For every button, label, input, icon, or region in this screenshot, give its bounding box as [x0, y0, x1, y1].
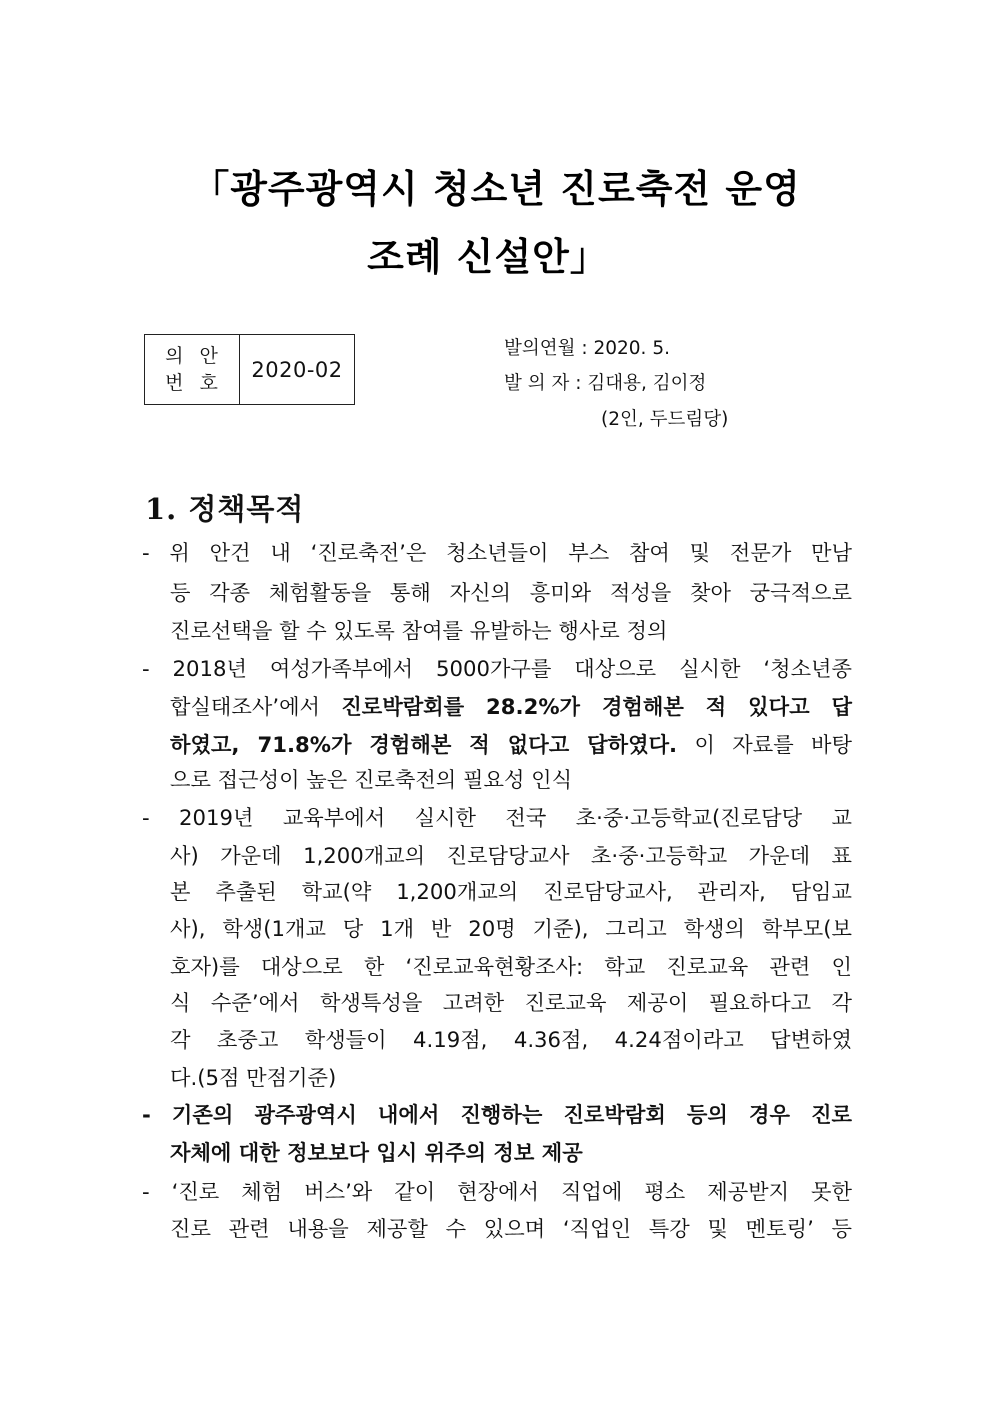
- proposer-party: (2인, 두드림당): [601, 409, 729, 430]
- bill-label-line2: 번 호: [165, 371, 223, 394]
- document-title-line2: 조례 신설안」: [367, 234, 609, 279]
- proposers: 발 의 자 : 김대용, 김이정: [504, 373, 707, 394]
- body-line: 호자)를 대상으로 한 ‘진로교육현황조사: 학교 진로교육 관련 인: [170, 954, 852, 979]
- emphasis-text: 진로박람회를 28.2%가 경험해본 적 있다고 답: [341, 694, 852, 719]
- body-line: - 2019년 교육부에서 실시한 전국 초·중·고등학교(진로담당 교: [142, 805, 852, 830]
- body-line: 본 추출된 학교(약 1,200개교의 진로담당교사, 관리자, 담임교: [170, 879, 852, 904]
- body-line: 진로 관련 내용을 제공할 수 있으며 ‘직업인 특강 및 멘토링’ 등: [170, 1216, 852, 1241]
- body-text: 합실태조사’에서: [170, 694, 342, 719]
- body-line: 사) 가운데 1,200개교의 진로담당교사 초·중·고등학교 가운데 표: [170, 843, 852, 868]
- body-line: 등 각종 체험활동을 통해 자신의 흥미와 적성을 찾아 궁극적으로: [170, 580, 852, 605]
- body-line-emphasis: - 기존의 광주광역시 내에서 진행하는 진로박람회 등의 경우 진로: [142, 1102, 852, 1127]
- body-line: [170, 692, 852, 722]
- body-line: 사), 학생(1개교 당 1개 반 20명 기준), 그리고 학생의 학부모(보: [170, 916, 852, 941]
- body-line: 으로 접근성이 높은 진로축전의 필요성 인식: [170, 767, 573, 792]
- emphasis-text: 하였고, 71.8%가 경험해본 적 없다고 답하였다.: [170, 732, 678, 757]
- body-line-emphasis: 자체에 대한 정보보다 입시 위주의 정보 제공: [170, 1140, 583, 1165]
- document-title-line1: 「광주광역시 청소년 진로축전 운영: [191, 166, 801, 211]
- bill-label-line1: 의 안: [165, 344, 223, 367]
- section-heading-policy-purpose: 1. 정책목적: [145, 492, 305, 526]
- body-line: [170, 730, 852, 760]
- bill-number-table: [144, 334, 355, 405]
- bill-number-label: [145, 335, 240, 404]
- body-line: - 위 안건 내 ‘진로축전’은 청소년들이 부스 참여 및 전문가 만남: [142, 540, 852, 565]
- body-text: 이 자료를 바탕: [677, 732, 852, 757]
- body-line: - ‘진로 체험 버스’와 같이 현장에서 직업에 평소 제공받지 못한: [142, 1179, 852, 1204]
- body-line: 다.(5점 만점기준): [170, 1065, 337, 1090]
- bill-number-value: 2020-02: [251, 357, 343, 382]
- proposal-date: 발의연월 : 2020. 5.: [504, 338, 670, 359]
- body-line: 각 초중고 학생들이 4.19점, 4.36점, 4.24점이라고 답변하였: [170, 1027, 852, 1052]
- body-line: 진로선택을 할 수 있도록 참여를 유발하는 행사로 정의: [170, 618, 668, 643]
- body-line: - 2018년 여성가족부에서 5000가구를 대상으로 실시한 ‘청소년종: [142, 656, 852, 681]
- body-line: 식 수준’에서 학생특성을 고려한 진로교육 제공이 필요하다고 각: [170, 990, 852, 1015]
